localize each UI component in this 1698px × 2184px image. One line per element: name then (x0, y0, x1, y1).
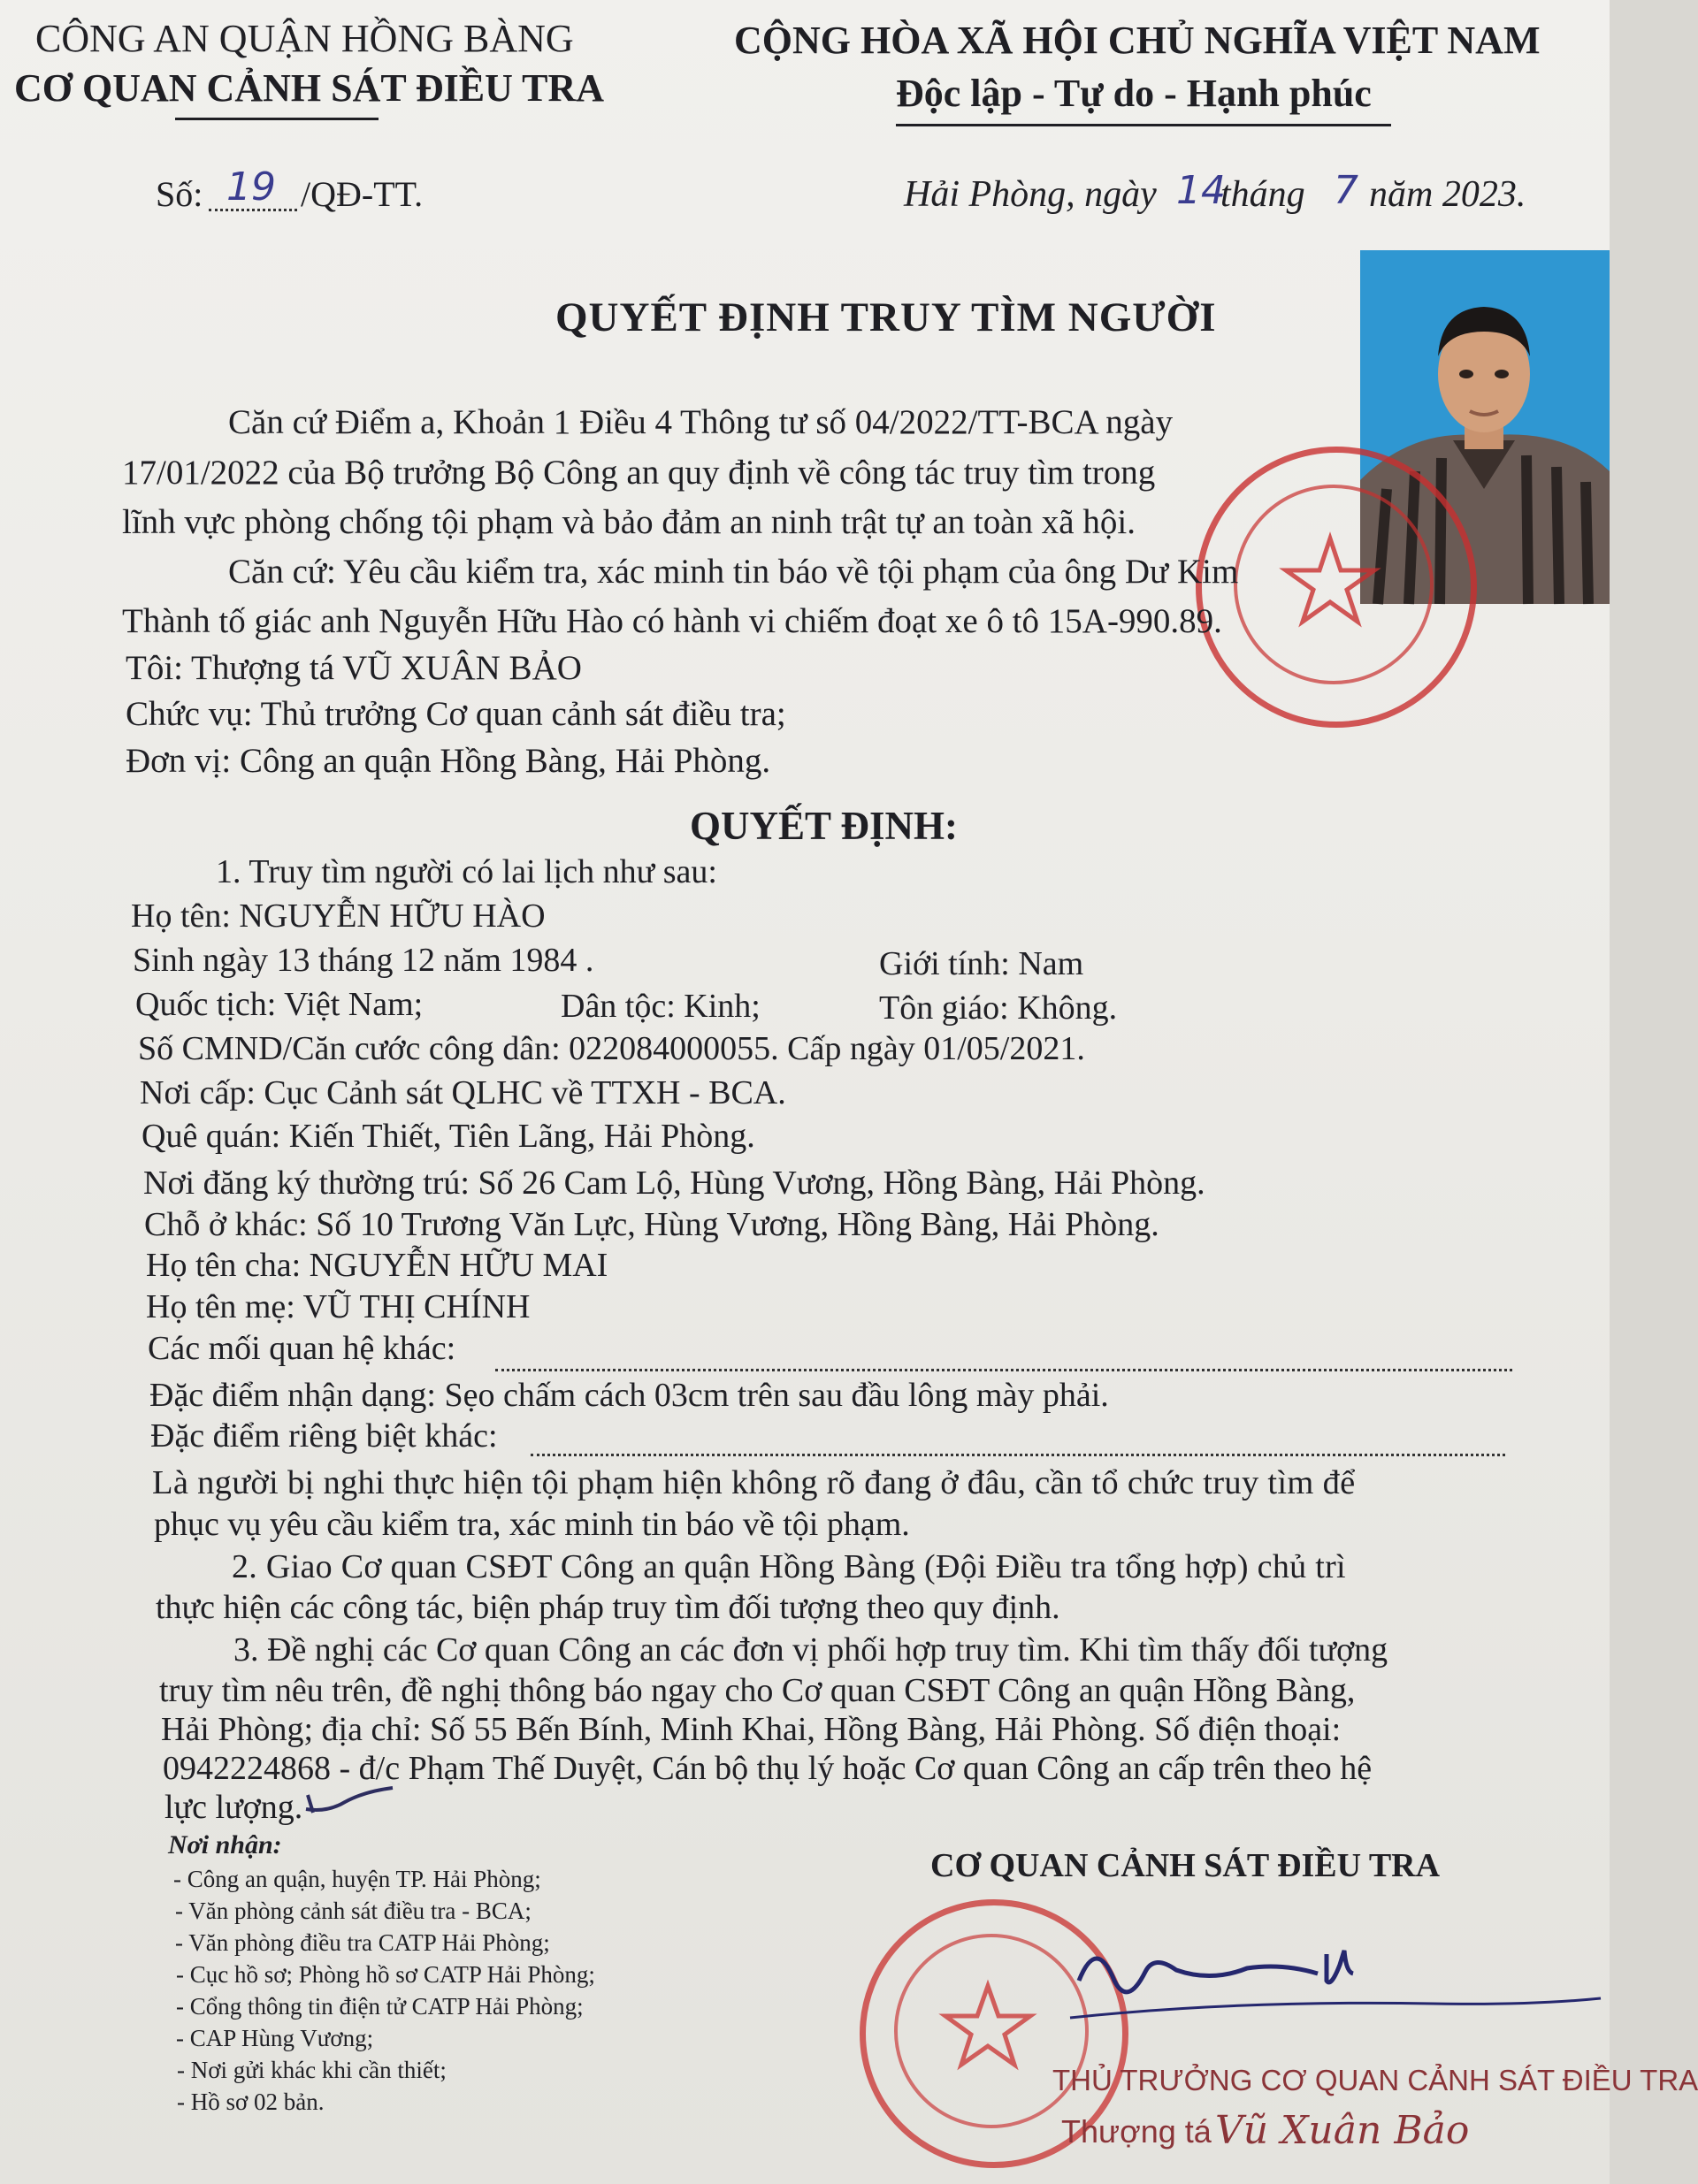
person-special-label: Đặc điểm riêng biệt khác: (150, 1417, 498, 1455)
signer-position-line: Chức vụ: Thủ trưởng Cơ quan cảnh sát điều tra; (126, 695, 786, 733)
signature-title: THỦ TRƯỞNG CƠ QUAN CẢNH SÁT ĐIỀU TRA (1052, 2064, 1698, 2096)
item-2-line-1: 2. Giao Cơ quan CSĐT Công an quận Hồng Bàng (Đội Điều tra tổng hợp) chủ trì (232, 1548, 1346, 1585)
person-dob: Sinh ngày 13 tháng 12 năm 1984 . (133, 942, 594, 979)
item-3-line-5: lực lượng. (164, 1789, 303, 1826)
person-residence: Nơi đăng ký thường trú: Số 26 Cam Lộ, Hùng Vương, Hồng Bàng, Hải Phòng. (143, 1165, 1205, 1202)
signature-rank: Thượng tá (1061, 2113, 1212, 2150)
decision-number-prefix: Số: (156, 174, 203, 214)
recipient-item-1: - Công an quận, huyện TP. Hải Phòng; (173, 1866, 541, 1892)
recipient-item-2: - Văn phòng cảnh sát điều tra - BCA; (175, 1898, 532, 1924)
person-religion: Tôn giáo: Không. (879, 989, 1118, 1027)
decision-number-suffix: /QĐ-TT. (301, 174, 424, 214)
item-3-line-2: truy tìm nêu trên, đề nghị thông báo ngay cho Cơ quan CSĐT Công an quận Hồng Bàng, (159, 1672, 1356, 1709)
issuing-unit-line2: CƠ QUAN CẢNH SÁT ĐIỀU TRA (14, 66, 605, 110)
recipient-item-4: - Cục hồ sơ; Phòng hồ sơ CATP Hải Phòng; (176, 1961, 595, 1988)
date-year: năm 2023. (1369, 174, 1526, 215)
recipient-item-8: - Hồ sơ 02 bản. (177, 2089, 325, 2115)
document-title: QUYẾT ĐỊNH TRUY TÌM NGƯỜI (555, 294, 1217, 340)
preamble-line-5: Thành tố giác anh Nguyễn Hữu Hào có hành vi chiếm đoạt xe ô tô 15A-990.89. (122, 602, 1222, 640)
date-place: Hải Phòng, ngày (904, 174, 1157, 215)
recipient-item-3: - Văn phòng điều tra CATP Hải Phòng; (175, 1929, 550, 1956)
recipient-item-6: - CAP Hùng Vương; (176, 2025, 374, 2051)
item-3-line-3: Hải Phòng; địa chỉ: Số 55 Bến Bính, Minh Khai, Hồng Bàng, Hải Phòng. Số điện thoại: (161, 1711, 1342, 1748)
signature-name: Vũ Xuân Bảo (1215, 2108, 1470, 2153)
reason-line-1: Là người bị nghi thực hiện tội phạm hiện không rõ đang ở đâu, cần tổ chức truy tìm để (152, 1464, 1356, 1501)
header-left-underline (175, 118, 379, 120)
person-relations-label: Các mối quan hệ khác: (148, 1330, 456, 1367)
item-3-line-1: 3. Đề nghị các Cơ quan Công an các đơn vị phối hợp truy tìm. Khi tìm thấy đối tượng (233, 1631, 1388, 1669)
preamble-line-2: 17/01/2022 của Bộ trưởng Bộ Công an quy định về công tác truy tìm trong (122, 454, 1156, 492)
signer-name-line: Tôi: Thượng tá VŨ XUÂN BẢO (126, 649, 582, 687)
person-other-address: Chỗ ở khác: Số 10 Trương Văn Lực, Hùng Vương, Hồng Bàng, Hải Phòng. (144, 1206, 1159, 1243)
person-features: Đặc điểm nhận dạng: Sẹo chấm cách 03cm trên sau đầu lông mày phải. (149, 1377, 1109, 1414)
person-hometown: Quê quán: Kiến Thiết, Tiên Lãng, Hải Phòng. (142, 1118, 755, 1155)
person-ethnicity: Dân tộc: Kinh; (561, 988, 761, 1025)
item-2-line-2: thực hiện các công tác, biện pháp truy tìm đối tượng theo quy định. (156, 1589, 1060, 1626)
recipient-item-7: - Nơi gửi khác khi cần thiết; (177, 2057, 447, 2083)
preamble-line-3: lĩnh vực phòng chống tội phạm và bảo đảm an ninh trật tự an toàn xã hội. (122, 503, 1136, 541)
header-right-underline (896, 124, 1391, 126)
item-1-intro: 1. Truy tìm người có lai lịch như sau: (216, 853, 717, 890)
handwritten-signature (1061, 1919, 1610, 2043)
person-gender: Giới tính: Nam (879, 945, 1084, 982)
decision-heading: QUYẾT ĐỊNH: (690, 804, 958, 848)
person-mother: Họ tên mẹ: VŨ THỊ CHÍNH (146, 1288, 531, 1325)
signer-unit-line: Đơn vị: Công an quận Hồng Bàng, Hải Phòng. (126, 742, 771, 780)
date-month-handwritten: 7 (1334, 168, 1358, 213)
person-father: Họ tên cha: NGUYỄN HỮU MAI (146, 1247, 608, 1284)
date-day-handwritten: 14 (1176, 168, 1226, 213)
item-3-line-4: 0942224868 - đ/c Phạm Thế Duyệt, Cán bộ thụ lý hoặc Cơ quan Công an cấp trên theo hệ (163, 1750, 1373, 1787)
person-nationality: Quốc tịch: Việt Nam; (135, 986, 424, 1023)
handwritten-mark-icon (301, 1777, 398, 1821)
relations-dotted-line (495, 1369, 1512, 1371)
date-month-label: tháng (1220, 174, 1305, 215)
preamble-line-1: Căn cứ Điểm a, Khoản 1 Điều 4 Thông tư số 04/2022/TT-BCA ngày (228, 403, 1174, 441)
preamble-line-4: Căn cứ: Yêu cầu kiểm tra, xác minh tin báo về tội phạm của ông Dư Kim (228, 553, 1239, 591)
decision-number-handwritten: 19 (226, 164, 276, 210)
national-motto: Độc lập - Tự do - Hạnh phúc (896, 72, 1372, 115)
issuing-unit-line1: CÔNG AN QUẬN HỒNG BÀNG (35, 17, 574, 60)
signature-agency: CƠ QUAN CẢNH SÁT ĐIỀU TRA (930, 1847, 1441, 1884)
person-id-issuer: Nơi cấp: Cục Cảnh sát QLHC về TTXH - BCA. (140, 1074, 786, 1111)
special-dotted-line (531, 1454, 1505, 1456)
recipient-item-5: - Cổng thông tin điện tử CATP Hải Phòng; (176, 1993, 584, 2020)
reason-line-2: phục vụ yêu cầu kiểm tra, xác minh tin báo về tội phạm. (154, 1506, 910, 1543)
person-name: Họ tên: NGUYỄN HỮU HÀO (131, 897, 546, 935)
national-title: CỘNG HÒA XÃ HỘI CHỦ NGHĨA VIỆT NAM (734, 19, 1541, 62)
recipients-heading: Nơi nhận: (168, 1830, 282, 1859)
person-id-number: Số CMND/Căn cước công dân: 022084000055. Cấp ngày 01/05/2021. (138, 1030, 1085, 1067)
